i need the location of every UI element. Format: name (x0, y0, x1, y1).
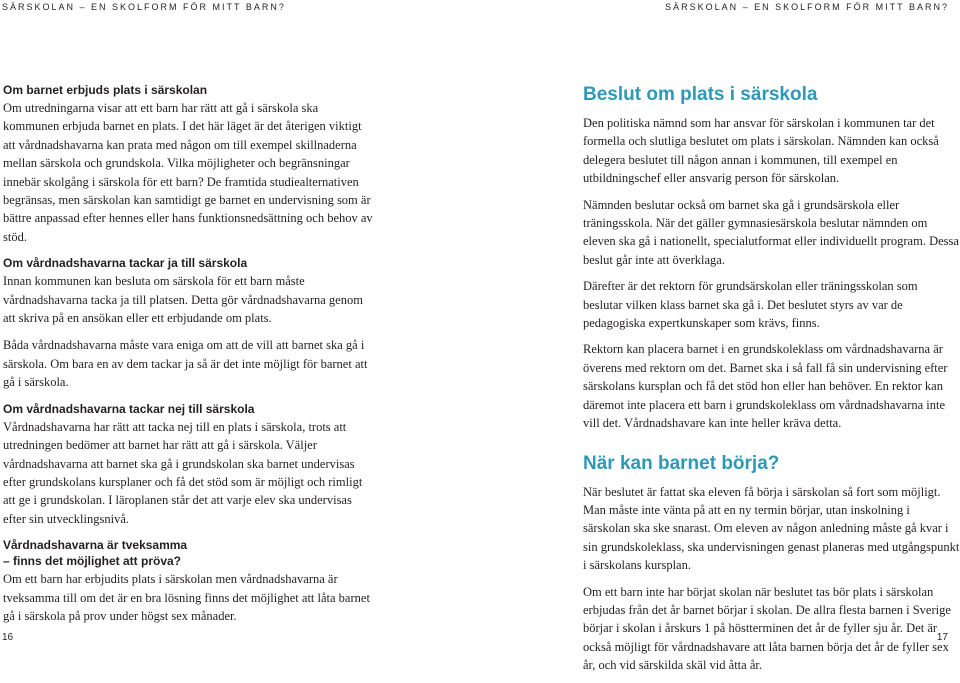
section-heading-decline: Om vårdnadshavarna tackar nej till särskola (3, 401, 255, 416)
section-heading-hesitant-sub: – finns det möjlighet att pröva? (3, 554, 182, 569)
paragraph: Om ett barn inte har börjat skolan när beslutet tas bör plats i särskolan erbjudas från det år barnet börjar i skolan. De allra flesta barnen i Sverige börjar i skolan i årskurs 1 på höstterminen det år de fyller sju år. Det är också möjligt för vårdnadshavare att låta barnen börja det år de fyller sex år, och vid särskilda skäl vid åtta år. (583, 584, 951, 673)
right-column (583, 84, 960, 683)
paragraph: Vårdnadshavarna har rätt att tacka nej till en plats i särskola, trots att utredningen bedömer att barnet har rätt att gå i särskola. Väljer vårdnadshavarna att barnet ska gå i grundskolan ska barnet undervisas efter grundskolans kursplaner och få det stöd som är möjligt och rimligt att ge i grundskolan. I läroplanen står det att varje elev ska undervisas efter sin utvecklingsnivå. (3, 419, 363, 526)
running-header-left: SÄRSKOLAN – EN SKOLFORM FÖR MITT BARN? (2, 2, 286, 12)
section-heading-hesitant: Vårdnadshavarna är tveksamma (3, 538, 188, 553)
paragraph: Därefter är det rektorn för grundsärskolan eller träningsskolan som beslutar vilken klass barnet ska gå i. Det beslutet styrs av var de pedagogiska expertkunskaper som krävs, finns. (583, 279, 918, 331)
left-column (3, 82, 375, 634)
section-heading-offer: Om barnet erbjuds plats i särskolan (3, 83, 208, 97)
page-number-left: 16 (2, 632, 14, 643)
paragraph: Rektorn kan placera barnet i en grundskoleklass om vårdnadshavarna är överens med rektorn om det. Barnet ska i så fall få sin undervisning efter särskolans kursplan och få det stöd hon eller han behöver. En rektor kan däremot inte placera ett barn i grundskoleklass om vårdnadshavarna inte vill det. Vårdnadshavare kan inte heller kräva detta. (583, 342, 948, 431)
section-heading-accept: Om vårdnadshavarna tackar ja till särskola (3, 256, 248, 271)
paragraph: Båda vårdnadshavarna måste vara eniga om att de vill att barnet ska gå i särskola. Om bara en av dem tackar ja så är det inte möjligt för barnet att gå i särskola. (3, 338, 368, 390)
paragraph: Den politiska nämnd som har ansvar för särskolan i kommunen tar det formella och slutliga beslutet om plats i särskolan. Nämnden kan också delegera beslutet till någon annan i kommunen, till exempel en utbildningschef eller ansvarig person för särskolan. (583, 116, 939, 186)
heading-decision: Beslut om plats i särskola (583, 84, 818, 105)
paragraph: Om utredningarna visar att ett barn har rätt att gå i särskola ska kommunen erbjuda barnet en plats. I det här läget är det återigen viktigt att vårdnadshavarna kan prata med någon om till exempel skillnaderna mellan särskola och grundskola. Vilka möjligheter och begränsningar innebär skolgång i särskola för ett barn? De framtida studiealternativen begränsas, men särskolan kan samtidigt ge barnet en undervisning som är bättre anpassad efter hennes eller hans funktionsnedsättning och behov av stöd. (3, 101, 373, 244)
running-header-right: SÄRSKOLAN – EN SKOLFORM FÖR MITT BARN? (665, 2, 949, 12)
paragraph: När beslutet är fattat ska eleven få börja i särskolan så fort som möjligt. Man måste inte vänta på att en ny termin börjar, utan inskolning i särskolan ska ske snarast. Om eleven av någon anledning måste gå kvar i sin grundskoleklass, ska undervisningen genast planeras med utgångspunkt i särskolans kursplan. (583, 484, 960, 573)
paragraph: Innan kommunen kan besluta om särskola för ett barn måste vårdnadshavarna tacka ja till platsen. Detta gör vårdnadshavarna genom att skriva på en ansökan eller ett erbjudande om plats. (3, 274, 363, 326)
page-number-right: 17 (936, 632, 948, 643)
heading-start: När kan barnet börja? (583, 452, 780, 474)
paragraph: Om ett barn har erbjudits plats i särskolan men vårdnadshavarna är tveksamma till om det är en bra lösning finns det möjlighet att låta barnet gå i särskola på prov under högst sex månader. (3, 572, 370, 623)
paragraph: Nämnden beslutar också om barnet ska gå i grundsärskola eller träningsskola. När det gäller gymnasiesärskola beslutar nämnden om eleven ska gå i nationellt, specialutformat eller individuellt program. Dessa beslut går inte att överklaga. (583, 197, 959, 267)
